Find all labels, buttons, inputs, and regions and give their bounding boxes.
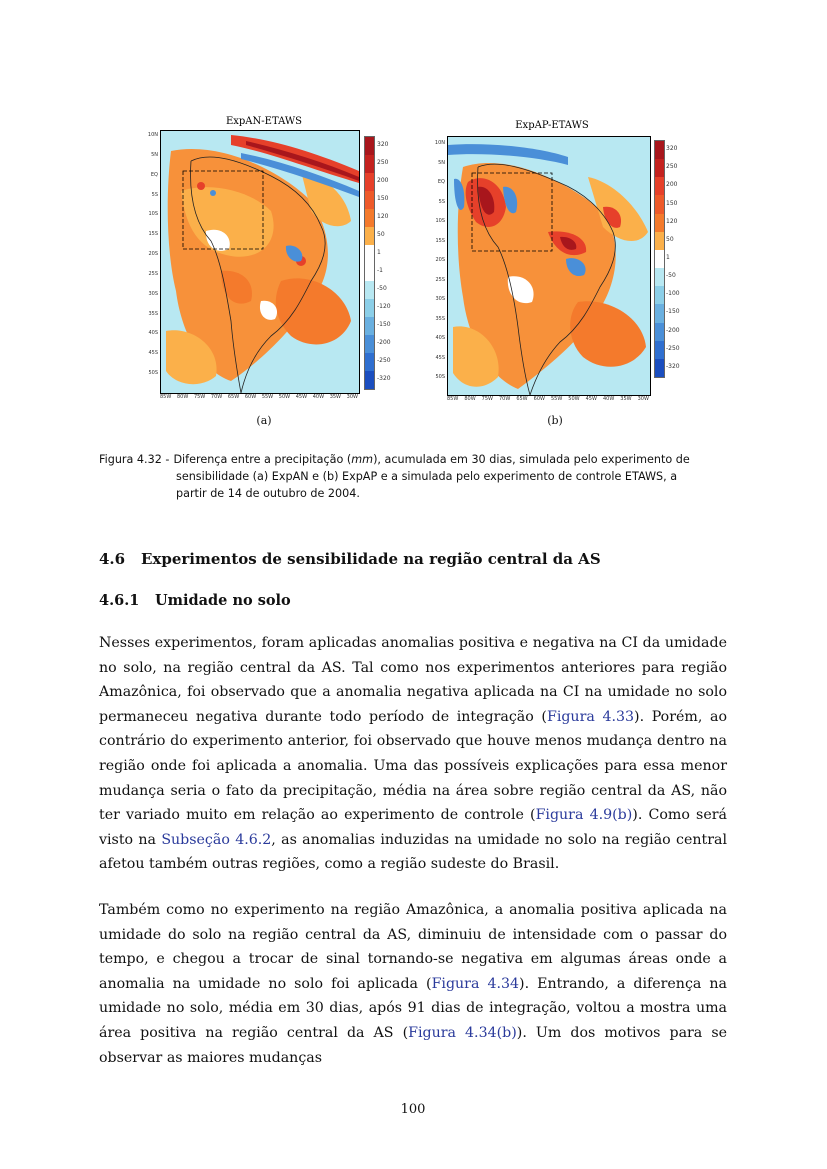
ref-subsecao-4-6-2[interactable]: Subseção 4.6.2 [161, 831, 272, 848]
colorbar-label: 120 [377, 213, 389, 220]
colorbar-label: 200 [377, 177, 389, 184]
colorbar-label: -150 [666, 308, 680, 316]
lat-tick: 35S [148, 310, 158, 317]
colorbar-segment [655, 359, 664, 377]
colorbar-segment [655, 286, 664, 304]
lat-tick: 5N [151, 151, 158, 158]
colorbar-segment [365, 245, 374, 263]
colorbar-label: 120 [666, 217, 678, 225]
colorbar-label: -50 [377, 285, 387, 292]
colorbar-label: 250 [666, 163, 678, 171]
lon-tick: 55W [550, 396, 563, 402]
lat-tick: 10N [434, 140, 445, 146]
para1-text-2: ). Porém, ao contrário do experimento anterior, foi observado que houve menos mudança dentro na região onde foi aplicada a anomalia. Uma das possíveis explicações para essa menor mudança seria o fato da precipitação, média na área sobre região central da AS, não ter variado muito em relação ao experimento de controle ( [99, 708, 727, 824]
lat-tick: 45S [148, 350, 158, 357]
colorbar-label: 320 [377, 141, 389, 148]
colorbar-label: -120 [377, 303, 391, 310]
lat-tick: 50S [148, 370, 158, 377]
lon-tick: 60W [244, 394, 257, 400]
colorbar-segment [655, 177, 664, 195]
panel-a-sublabel: (a) [256, 414, 272, 427]
lat-tick: 35S [435, 315, 445, 322]
colorbar-segment [655, 141, 664, 159]
colorbar-label: -250 [377, 357, 391, 364]
colorbar-label: -200 [377, 339, 391, 346]
section-title: Experimentos de sensibilidade na região central da AS [141, 550, 601, 568]
lat-tick: 10S [148, 211, 158, 218]
colorbar-segment [365, 299, 374, 317]
colorbar-label: 150 [377, 195, 389, 202]
colorbar-segment [655, 232, 664, 250]
ref-figura-4-34b[interactable]: Figura 4.34(b) [408, 1024, 517, 1041]
colorbar-segment [365, 227, 374, 245]
lat-tick: 5N [438, 159, 445, 166]
colorbar-label: -200 [666, 326, 680, 334]
lat-tick: 30S [435, 296, 445, 303]
lon-tick: 40W [602, 396, 615, 402]
lon-tick: 65W [227, 394, 240, 400]
lat-tick: 30S [148, 290, 158, 297]
lon-tick: 85W [160, 394, 172, 400]
subsection-number: 4.6.1 [99, 592, 140, 609]
colorbar-label: -50 [666, 272, 676, 280]
panel-b-lat-ticks [429, 140, 445, 394]
colorbar-segment [655, 304, 664, 322]
panel-b-title: ExpAP-ETAWS [515, 120, 589, 131]
lon-tick: 60W [533, 396, 545, 402]
ref-figura-4-34[interactable]: Figura 4.34 [431, 975, 520, 992]
lat-tick: 5S [151, 191, 158, 198]
panel-a-colorbar [364, 136, 375, 390]
colorbar-segment [365, 209, 374, 227]
colorbar-segment [655, 195, 664, 213]
lat-tick: 25S [435, 276, 445, 283]
section-number: 4.6 [99, 550, 126, 568]
colorbar-label: 1 [377, 249, 381, 256]
colorbar-segment [655, 250, 664, 268]
colorbar-segment [365, 173, 374, 191]
lon-tick: 45W [295, 394, 308, 400]
lat-tick: 20S [435, 257, 445, 264]
panel-b-sublabel: (b) [547, 414, 563, 427]
panel-b-map [447, 136, 651, 396]
lon-tick: 45W [585, 396, 597, 402]
para2-text-3: ). Um dos motivos para se observar as maiores mudanças [99, 1024, 728, 1066]
colorbar-segment [655, 268, 664, 286]
lon-tick: 35W [329, 394, 341, 400]
lon-tick: 50W [278, 394, 291, 400]
colorbar-label: -250 [666, 344, 680, 352]
lat-tick: EQ [437, 179, 445, 186]
lon-tick: 75W [193, 394, 206, 400]
colorbar-segment [655, 341, 664, 359]
lon-tick: 70W [498, 396, 511, 402]
para2-text-2: ). Entrando, a diferença na umidade no solo, média em 30 dias, após 91 dias de integração, voltou a mostra uma área positiva na região central da AS ( [99, 975, 727, 1041]
lat-tick: 10N [147, 132, 158, 138]
caption-label: Figura 4.32 - [99, 453, 170, 466]
subsection-heading [99, 592, 291, 609]
lon-tick: 40W [312, 394, 325, 400]
colorbar-label: 50 [377, 231, 385, 238]
para2-text-1: Também como no experimento na região Amazônica, a anomalia positiva aplicada na umidade do solo na região central da AS, diminuiu de intensidade com o passar do tempo, e chegou a trocar de sinal tornando-se negativa em algumas áreas onde a anomalia na umidade no solo foi aplicada ( [99, 902, 727, 992]
lat-tick: 5S [438, 198, 445, 205]
caption-line2: sensibilidade (a) ExpAN e (b) ExpAP e a simulada pelo experimento de controle ETAWS, a [176, 470, 678, 483]
lon-tick: 80W [176, 394, 189, 400]
caption-line3: partir de 14 de outubro de 2004. [176, 487, 360, 500]
colorbar-segment [655, 159, 664, 177]
lon-tick: 80W [464, 396, 476, 402]
figure-caption [99, 451, 729, 502]
colorbar-segment [365, 191, 374, 209]
panel-a-lon-ticks [160, 394, 358, 400]
section-heading [99, 550, 601, 568]
para1-text-3: ). Como será visto na [99, 807, 727, 848]
caption-line1a: Diferença entre a precipitação ( [173, 453, 352, 466]
lon-tick: 75W [481, 396, 493, 402]
colorbar-label: 50 [666, 235, 674, 243]
paragraph-1 [99, 631, 727, 877]
paragraph-2 [99, 898, 727, 1070]
colorbar-segment [655, 323, 664, 341]
lat-tick: 25S [148, 270, 158, 277]
colorbar-segment [365, 353, 374, 371]
caption-unit: mm [351, 453, 374, 466]
lon-tick: 85W [447, 396, 459, 402]
page-number: 100 [400, 1102, 426, 1117]
colorbar-segment [365, 263, 374, 281]
para1-text-4: , as anomalias induzidas na umidade no solo na região central afetou também outras regiões, como a região sudeste do Brasil. [99, 831, 727, 873]
lon-tick: 30W [637, 396, 649, 402]
lon-tick: 70W [210, 394, 223, 400]
colorbar-label: -150 [377, 321, 391, 328]
colorbar-label: 200 [666, 181, 678, 189]
colorbar-segment [365, 137, 374, 155]
subsection-title: Umidade no solo [155, 592, 291, 609]
lat-tick: 40S [435, 335, 445, 342]
lat-tick: 20S [148, 251, 158, 258]
colorbar-segment [365, 335, 374, 353]
lat-tick: 40S [148, 330, 158, 337]
colorbar-segment [365, 371, 374, 389]
lon-tick: 65W [516, 396, 528, 402]
para1-text-1: Nesses experimentos, foram aplicadas anomalias positiva e negativa na CI da umidade no solo, na região central da AS. Tal como nos experimentos anteriores para região Amazônica, foi observado que a anomalia negativa aplicada na CI na umidade no solo permaneceu negativa durante todo período de integração ( [99, 635, 727, 725]
colorbar-label: 320 [666, 145, 678, 153]
colorbar-label: -100 [666, 290, 680, 298]
panel-b-lon-ticks [447, 396, 649, 402]
colorbar-label: 250 [377, 159, 389, 166]
colorbar-segment [365, 317, 374, 335]
lon-tick: 30W [346, 394, 358, 400]
lon-tick: 35W [620, 396, 632, 402]
lon-tick: 55W [261, 394, 274, 400]
lat-tick: EQ [150, 171, 158, 178]
ref-figura-4-33[interactable]: Figura 4.33 [546, 708, 635, 725]
panel-a-map [160, 130, 360, 394]
lat-tick: 10S [435, 218, 445, 225]
caption-line1b: ), acumulada em 30 dias, simulada pelo experimento de [373, 453, 690, 466]
lat-tick: 15S [435, 237, 445, 244]
ref-figura-4-9b[interactable]: Figura 4.9(b) [535, 807, 633, 824]
lat-tick: 15S [148, 231, 158, 238]
colorbar-segment [365, 155, 374, 173]
panel-a-lat-ticks [142, 132, 158, 390]
lat-tick: 50S [435, 374, 445, 381]
panel-b-colorbar [654, 140, 665, 378]
colorbar-segment [365, 281, 374, 299]
colorbar-label: -320 [666, 362, 680, 370]
colorbar-label: -320 [377, 375, 391, 382]
colorbar-label: 1 [666, 254, 670, 261]
panel-a-title: ExpAN-ETAWS [225, 116, 303, 127]
lat-tick: 45S [435, 354, 445, 361]
colorbar-label: -1 [377, 267, 383, 274]
lon-tick: 50W [568, 396, 580, 402]
colorbar-label: 150 [666, 199, 678, 207]
colorbar-segment [655, 214, 664, 232]
